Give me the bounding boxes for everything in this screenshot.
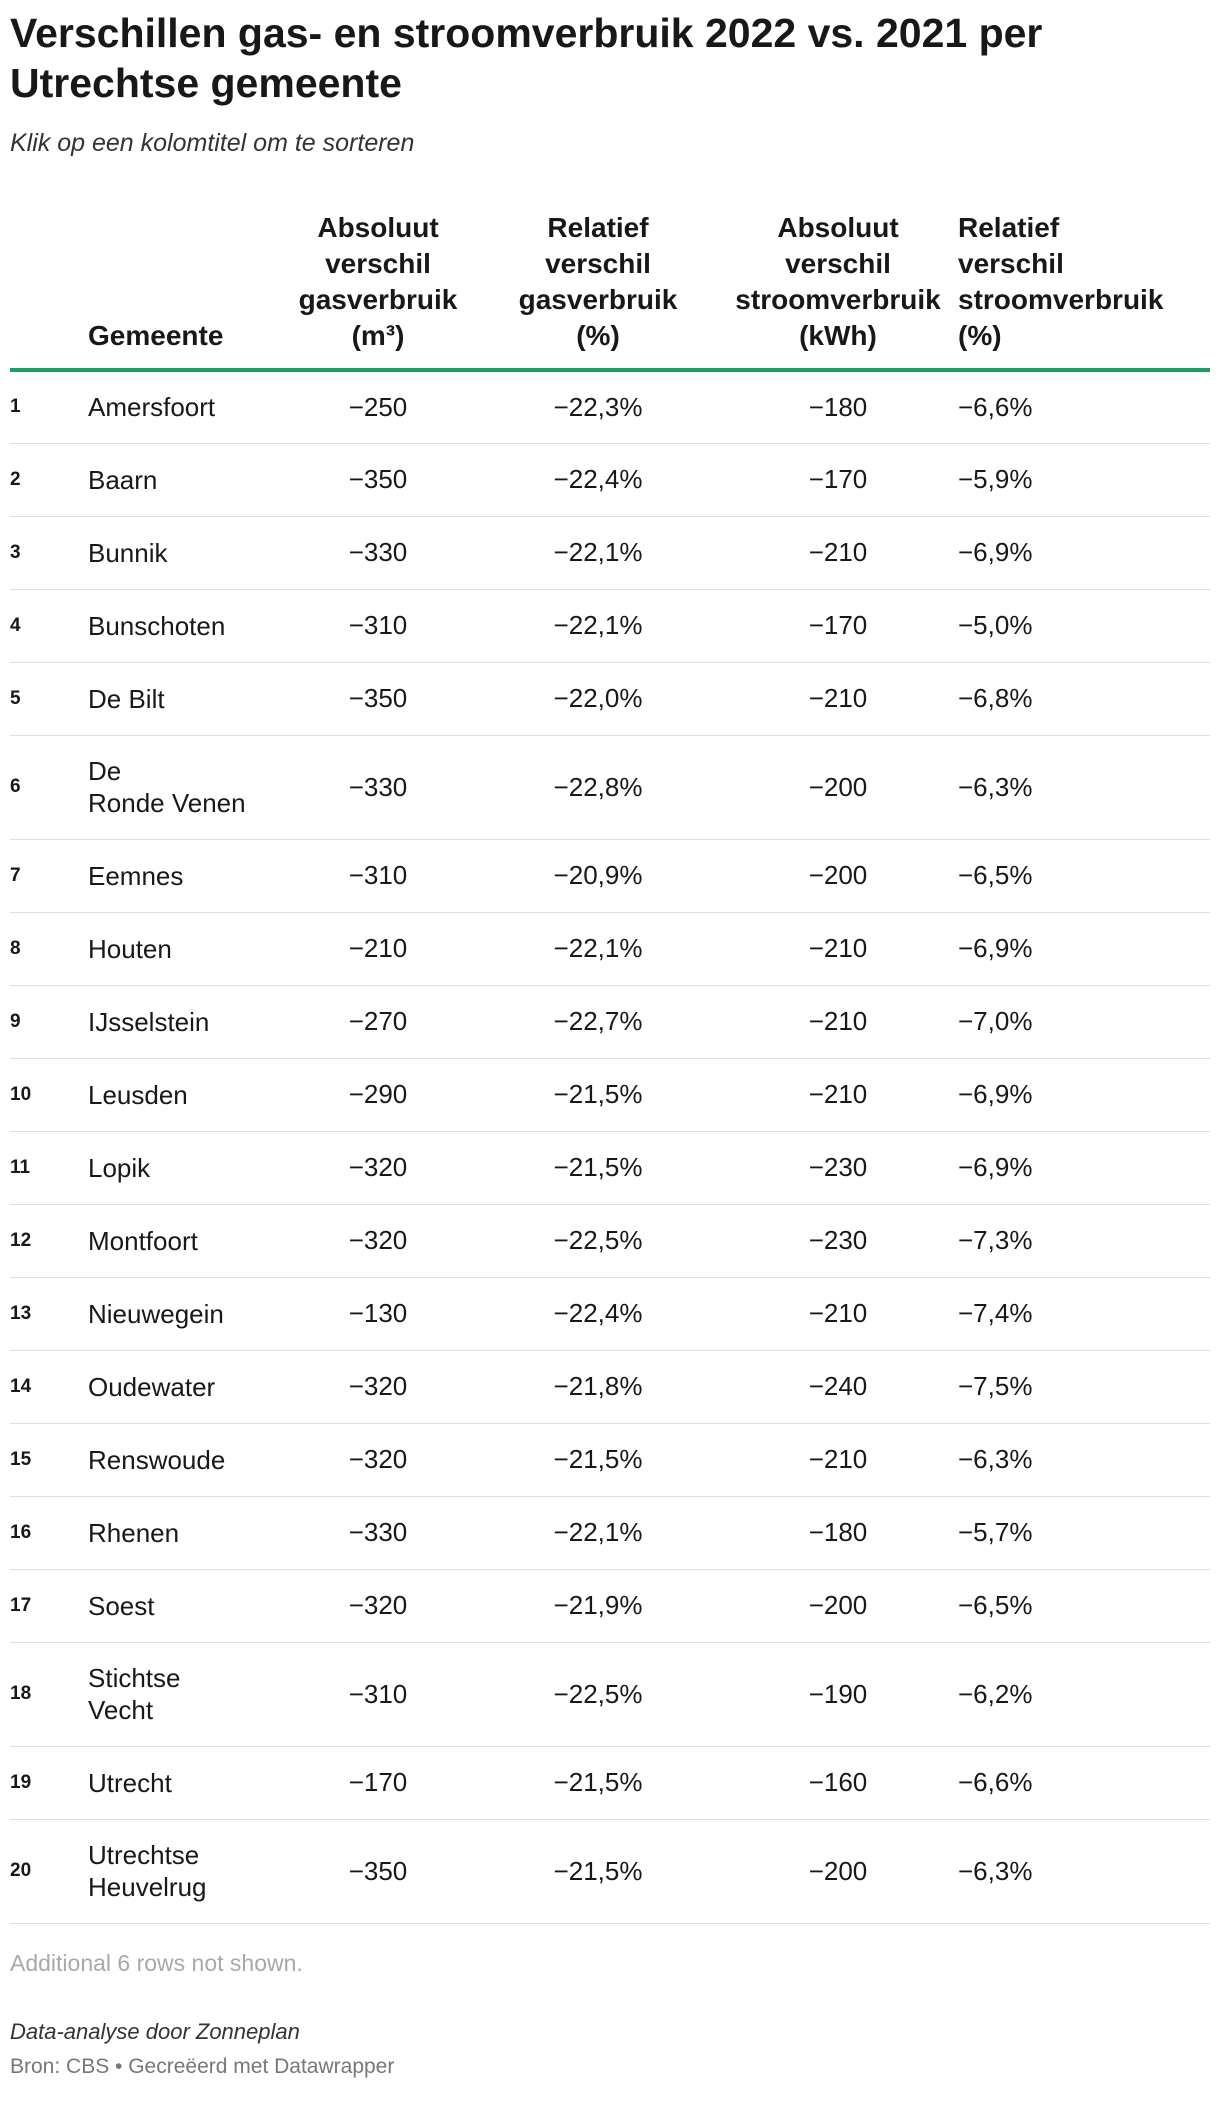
cell-rel-elec: −6,3% <box>958 1819 1210 1923</box>
table-row <box>10 370 1210 443</box>
data-table <box>10 210 1210 1924</box>
table-row <box>10 1642 1210 1746</box>
cell-gemeente: Nieuwegein <box>88 1277 278 1350</box>
cell-abs-gas: −350 <box>278 662 478 735</box>
cell-rel-elec: −5,9% <box>958 443 1210 516</box>
cell-gemeente: Rhenen <box>88 1496 278 1569</box>
cell-rel-elec: −6,9% <box>958 1131 1210 1204</box>
cell-rank: 15 <box>10 1423 88 1496</box>
table-body <box>10 370 1210 1923</box>
cell-abs-gas: −310 <box>278 839 478 912</box>
cell-rel-gas: −22,5% <box>478 1642 718 1746</box>
cell-abs-elec: −210 <box>718 516 958 589</box>
column-header-rel-elec[interactable]: Relatief verschil stroomverbruik (%) <box>958 210 1210 370</box>
cell-rank: 16 <box>10 1496 88 1569</box>
cell-abs-gas: −250 <box>278 370 478 443</box>
cell-rel-gas: −22,8% <box>478 735 718 839</box>
cell-rel-elec: −5,7% <box>958 1496 1210 1569</box>
table-row <box>10 443 1210 516</box>
cell-abs-gas: −290 <box>278 1058 478 1131</box>
cell-rank: 17 <box>10 1569 88 1642</box>
cell-gemeente: Renswoude <box>88 1423 278 1496</box>
cell-abs-elec: −170 <box>718 443 958 516</box>
table-row <box>10 912 1210 985</box>
cell-rel-gas: −21,8% <box>478 1350 718 1423</box>
cell-gemeente: Bunnik <box>88 516 278 589</box>
cell-rel-elec: −6,3% <box>958 735 1210 839</box>
cell-gemeente: Amersfoort <box>88 370 278 443</box>
cell-rel-gas: −22,7% <box>478 985 718 1058</box>
cell-abs-gas: −270 <box>278 985 478 1058</box>
column-header-abs-elec[interactable]: Absoluut verschil stroomverbruik (kWh) <box>718 210 958 370</box>
cell-abs-elec: −230 <box>718 1204 958 1277</box>
table-row <box>10 1819 1210 1923</box>
cell-rel-elec: −6,2% <box>958 1642 1210 1746</box>
cell-rank: 20 <box>10 1819 88 1923</box>
cell-abs-gas: −210 <box>278 912 478 985</box>
cell-abs-gas: −320 <box>278 1423 478 1496</box>
cell-gemeente: Lopik <box>88 1131 278 1204</box>
cell-rel-elec: −7,3% <box>958 1204 1210 1277</box>
cell-abs-elec: −210 <box>718 912 958 985</box>
cell-abs-gas: −320 <box>278 1131 478 1204</box>
cell-abs-elec: −240 <box>718 1350 958 1423</box>
cell-abs-elec: −170 <box>718 589 958 662</box>
cell-rel-elec: −7,5% <box>958 1350 1210 1423</box>
cell-rel-gas: −21,5% <box>478 1058 718 1131</box>
table-row <box>10 1746 1210 1819</box>
cell-rel-elec: −6,9% <box>958 516 1210 589</box>
cell-rel-gas: −22,4% <box>478 443 718 516</box>
cell-rank: 9 <box>10 985 88 1058</box>
cell-abs-elec: −230 <box>718 1131 958 1204</box>
cell-abs-elec: −200 <box>718 1569 958 1642</box>
cell-rank: 10 <box>10 1058 88 1131</box>
cell-rel-elec: −6,9% <box>958 912 1210 985</box>
cell-rank: 14 <box>10 1350 88 1423</box>
table-header-row <box>10 210 1210 370</box>
cell-rank: 6 <box>10 735 88 839</box>
table-row <box>10 1131 1210 1204</box>
cell-abs-elec: −200 <box>718 839 958 912</box>
cell-rank: 4 <box>10 589 88 662</box>
table-row <box>10 1423 1210 1496</box>
cell-gemeente: Bunschoten <box>88 589 278 662</box>
cell-abs-elec: −180 <box>718 370 958 443</box>
cell-rel-gas: −22,1% <box>478 1496 718 1569</box>
cell-abs-elec: −180 <box>718 1496 958 1569</box>
cell-abs-gas: −310 <box>278 1642 478 1746</box>
cell-abs-gas: −330 <box>278 516 478 589</box>
cell-abs-gas: −310 <box>278 589 478 662</box>
cell-rel-gas: −22,3% <box>478 370 718 443</box>
cell-rel-gas: −22,4% <box>478 1277 718 1350</box>
cell-gemeente: De Ronde Venen <box>88 735 278 839</box>
cell-rel-elec: −5,0% <box>958 589 1210 662</box>
chart-subtitle: Klik op een kolomtitel om te sorteren <box>10 129 415 157</box>
cell-rank: 5 <box>10 662 88 735</box>
cell-rel-elec: −6,3% <box>958 1423 1210 1496</box>
cell-abs-elec: −160 <box>718 1746 958 1819</box>
table-row <box>10 839 1210 912</box>
table-row <box>10 1058 1210 1131</box>
cell-gemeente: Utrecht <box>88 1746 278 1819</box>
cell-rel-elec: −6,5% <box>958 1569 1210 1642</box>
table-row <box>10 1204 1210 1277</box>
cell-rel-gas: −22,0% <box>478 662 718 735</box>
cell-gemeente: De Bilt <box>88 662 278 735</box>
cell-rel-elec: −6,8% <box>958 662 1210 735</box>
cell-rel-gas: −22,1% <box>478 516 718 589</box>
cell-rel-gas: −21,5% <box>478 1819 718 1923</box>
chart-title: Verschillen gas- en stroomverbruik 2022 vs. 2021 per Utrechtse gemeente <box>10 10 1043 106</box>
table-row <box>10 516 1210 589</box>
cell-rank: 1 <box>10 370 88 443</box>
cell-abs-elec: −210 <box>718 1423 958 1496</box>
cell-rank: 19 <box>10 1746 88 1819</box>
column-header-gemeente[interactable]: Gemeente <box>88 210 278 370</box>
table-row <box>10 1350 1210 1423</box>
cell-abs-gas: −170 <box>278 1746 478 1819</box>
cell-rel-elec: −7,4% <box>958 1277 1210 1350</box>
data-table-container[interactable] <box>10 210 1210 1924</box>
cell-rank: 8 <box>10 912 88 985</box>
table-row <box>10 1496 1210 1569</box>
cell-gemeente: Leusden <box>88 1058 278 1131</box>
cell-abs-elec: −210 <box>718 985 958 1058</box>
cell-rank: 11 <box>10 1131 88 1204</box>
cell-rel-gas: −21,5% <box>478 1423 718 1496</box>
column-header-rank[interactable] <box>10 210 88 370</box>
table-row <box>10 1569 1210 1642</box>
source-line: Bron: CBS • Gecreëerd met Datawrapper <box>10 2055 395 2078</box>
cell-abs-gas: −320 <box>278 1569 478 1642</box>
cell-gemeente: Eemnes <box>88 839 278 912</box>
cell-rank: 7 <box>10 839 88 912</box>
cell-abs-elec: −200 <box>718 1819 958 1923</box>
cell-rel-gas: −20,9% <box>478 839 718 912</box>
table-row <box>10 735 1210 839</box>
rows-hidden-note: Additional 6 rows not shown. <box>10 1950 303 1976</box>
cell-rel-gas: −22,1% <box>478 589 718 662</box>
cell-rel-gas: −21,5% <box>478 1131 718 1204</box>
cell-rank: 12 <box>10 1204 88 1277</box>
cell-rel-elec: −7,0% <box>958 985 1210 1058</box>
cell-rank: 13 <box>10 1277 88 1350</box>
cell-rank: 18 <box>10 1642 88 1746</box>
cell-gemeente: Baarn <box>88 443 278 516</box>
cell-gemeente: Oudewater <box>88 1350 278 1423</box>
cell-abs-elec: −210 <box>718 1058 958 1131</box>
cell-abs-elec: −200 <box>718 735 958 839</box>
cell-rel-elec: −6,5% <box>958 839 1210 912</box>
cell-abs-gas: −350 <box>278 1819 478 1923</box>
column-header-abs-gas[interactable]: Absoluut verschil gasverbruik (m³) <box>278 210 478 370</box>
cell-gemeente: Montfoort <box>88 1204 278 1277</box>
cell-gemeente: Utrechtse Heuvelrug <box>88 1819 278 1923</box>
cell-rank: 3 <box>10 516 88 589</box>
cell-abs-gas: −350 <box>278 443 478 516</box>
cell-abs-elec: −210 <box>718 1277 958 1350</box>
cell-rank: 2 <box>10 443 88 516</box>
cell-abs-gas: −330 <box>278 1496 478 1569</box>
cell-abs-elec: −210 <box>718 662 958 735</box>
cell-abs-gas: −320 <box>278 1204 478 1277</box>
cell-gemeente: Houten <box>88 912 278 985</box>
cell-abs-gas: −330 <box>278 735 478 839</box>
cell-gemeente: IJsselstein <box>88 985 278 1058</box>
cell-rel-elec: −6,6% <box>958 370 1210 443</box>
cell-abs-gas: −320 <box>278 1350 478 1423</box>
cell-gemeente: Stichtse Vecht <box>88 1642 278 1746</box>
table-row <box>10 1277 1210 1350</box>
table-row <box>10 589 1210 662</box>
cell-abs-elec: −190 <box>718 1642 958 1746</box>
cell-rel-gas: −21,5% <box>478 1746 718 1819</box>
cell-abs-gas: −130 <box>278 1277 478 1350</box>
table-row <box>10 662 1210 735</box>
cell-rel-gas: −21,9% <box>478 1569 718 1642</box>
cell-rel-gas: −22,5% <box>478 1204 718 1277</box>
column-header-rel-gas[interactable]: Relatief verschil gasverbruik (%) <box>478 210 718 370</box>
cell-rel-elec: −6,9% <box>958 1058 1210 1131</box>
cell-rel-elec: −6,6% <box>958 1746 1210 1819</box>
analysis-credit: Data-analyse door Zonneplan <box>10 2019 300 2044</box>
cell-rel-gas: −22,1% <box>478 912 718 985</box>
table-row <box>10 985 1210 1058</box>
cell-gemeente: Soest <box>88 1569 278 1642</box>
